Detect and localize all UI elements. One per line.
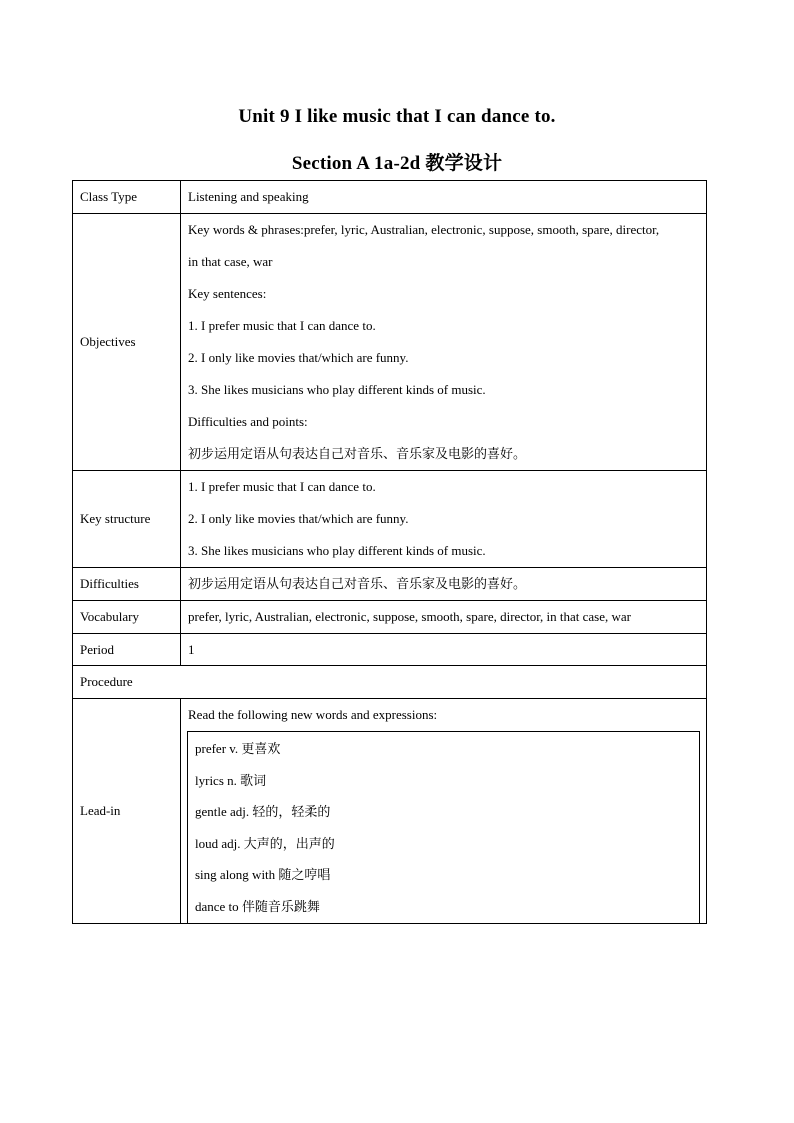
row-procedure — [73, 666, 707, 699]
key-structure-line: 2. I only like movies that/which are funny. — [188, 511, 409, 526]
lead-in-content — [181, 699, 707, 924]
key-structure-line: 3. She likes musicians who play different kinds of music. — [188, 543, 486, 558]
key-structure-label: Key structure — [73, 471, 181, 568]
objectives-line: 1. I prefer music that I can dance to. — [188, 318, 376, 333]
period-value: 1 — [181, 634, 707, 666]
objectives-line: Difficulties and points: — [188, 414, 308, 429]
vocabulary-value: prefer, lyric, Australian, electronic, suppose, smooth, spare, director, in that case, war — [181, 601, 707, 634]
class-type-label: Class Type — [73, 181, 181, 214]
vocabulary-box-item: sing along with 随之哼唱 — [195, 867, 331, 883]
row-lead-in — [73, 699, 707, 924]
document-title: Unit 9 I like music that I can dance to. — [238, 106, 556, 127]
objectives-line: in that case, war — [188, 254, 273, 269]
difficulties-value: 初步运用定语从句表达自己对音乐、音乐家及电影的喜好。 — [181, 568, 707, 601]
vocabulary-box-item: gentle adj. 轻的，轻柔的 — [195, 804, 331, 820]
objectives-line: Key sentences: — [188, 286, 267, 301]
difficulties-label: Difficulties — [73, 568, 181, 601]
row-class-type — [73, 181, 707, 214]
row-period — [73, 634, 707, 666]
document-subtitle: Section A 1a-2d 教学设计 — [291, 153, 503, 174]
key-structure-line: 1. I prefer music that I can dance to. — [188, 479, 376, 494]
objectives-label: Objectives — [73, 214, 181, 471]
class-type-value: Listening and speaking — [181, 181, 707, 214]
objectives-line: 3. She likes musicians who play different kinds of music. — [188, 382, 486, 397]
row-key-structure — [73, 471, 707, 568]
row-objectives — [73, 214, 707, 471]
objectives-line: 2. I only like movies that/which are funny. — [188, 350, 409, 365]
vocabulary-box-item: loud adj. 大声的，出声的 — [195, 835, 335, 851]
row-vocabulary — [73, 601, 707, 634]
procedure-heading: Procedure — [73, 666, 707, 699]
lead-in-label: Lead-in — [73, 699, 181, 924]
key-structure-content — [181, 471, 707, 568]
vocabulary-box-item: lyrics n. 歌词 — [195, 772, 267, 788]
objectives-line: 初步运用定语从句表达自己对音乐、音乐家及电影的喜好。 — [188, 446, 527, 461]
vocabulary-label: Vocabulary — [73, 601, 181, 634]
lesson-plan-table — [72, 180, 707, 924]
objectives-line: Key words & phrases:prefer, lyric, Australian, electronic, suppose, smooth, spare, director, — [188, 222, 660, 237]
vocabulary-box-item: dance to 伴随音乐跳舞 — [195, 898, 320, 914]
vocabulary-box — [187, 731, 700, 923]
vocabulary-box-item: prefer v. 更喜欢 — [195, 741, 281, 756]
lead-in-intro: Read the following new words and expressions: — [188, 707, 438, 722]
objectives-content — [181, 214, 707, 471]
row-difficulties — [73, 568, 707, 601]
period-label: Period — [73, 634, 181, 666]
